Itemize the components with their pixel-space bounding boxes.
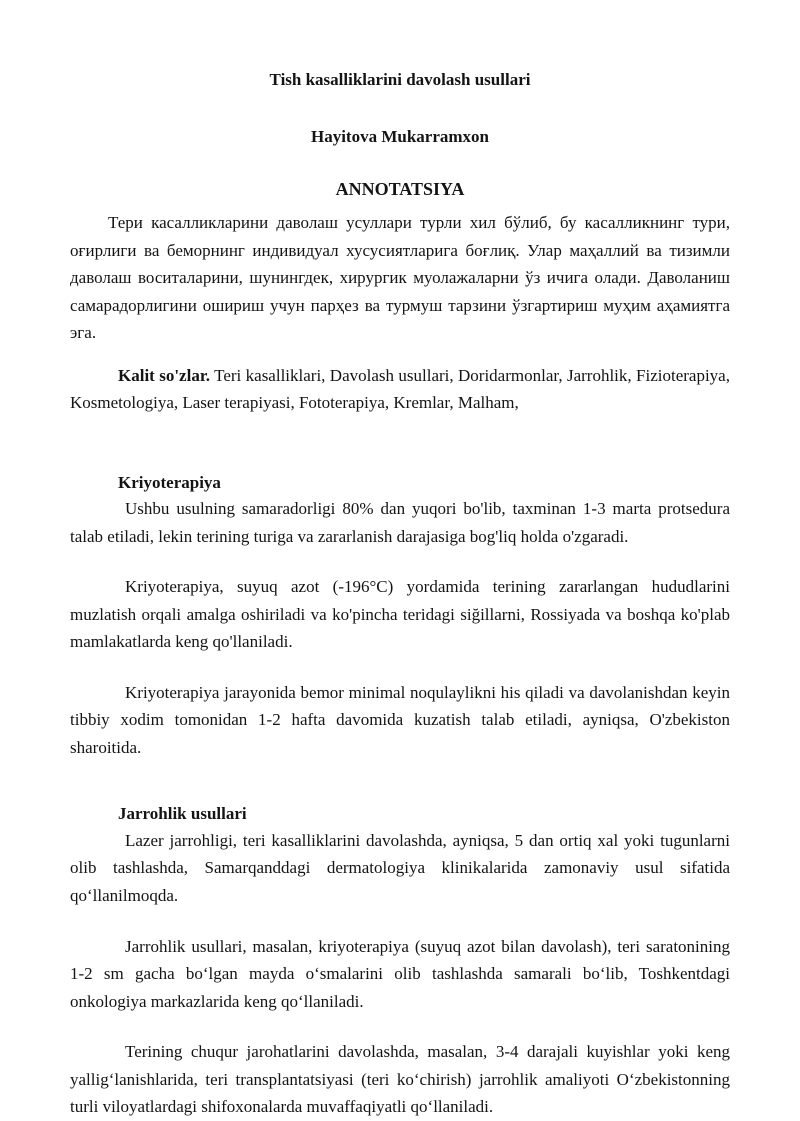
kriyoterapiya-paragraph-1: Ushbu usulning samaradorligi 80% dan yuqori bo'lib, taxminan 1-3 marta protsedura talab etiladi, lekin terining turiga va zararlanish darajasiga bog'liq holda o'zgaradi. [70,499,730,546]
section-kriyoterapiya [70,470,730,762]
jarrohlik-paragraph-3: Terining chuqur jarohatlarini davolashda, masalan, 3-4 darajali kuyishlar yoki keng yalligʻlanishlarida, teri transplantatsiyasi (teri koʻchirish) jarrohlik amaliyoti Oʻzbekistonning turli viloyatlardagi shifoxonalarda muvaffaqiyatli qoʻllaniladi. [70,1042,730,1117]
document-author: Hayitova Mukarramxon [310,126,490,146]
section-heading-kriyoterapiya: Kriyoterapiya [118,472,221,492]
kriyoterapiya-paragraph-3: Kriyoterapiya jarayonida bemor minimal noqulaylikni his qiladi va davolanishdan keyin tibbiy xodim tomonidan 1-2 hafta davomida kuzatish talab etiladi, ayniqsa, O'zbekiston sharoitida. [70,682,730,757]
document-title: Tish kasalliklarini davolash usullari [269,70,531,89]
keywords-paragraph [70,362,730,417]
jarrohlik-paragraph-1: Lazer jarrohligi, teri kasalliklarini davolashda, ayniqsa, 5 dan ortiq xal yoki tugunlarni olib tashlashda, Samarqanddagi dermatologiya klinikalarida zamonaviy usul sifatida qoʻllanilmoqda. [70,830,730,906]
section-jarrohlik-usullari [70,801,730,1120]
jarrohlik-paragraph-2: Jarrohlik usullari, masalan, kriyoterapiya (suyuq azot bilan davolash), teri saratonining 1-2 sm gacha boʻlgan mayda oʻsmalarini olib tashlashda samarali boʻlib, Toshkentdagi onkologiya markazlarida keng qoʻllaniladi. [70,936,730,1011]
annotation-heading: ANNOTATSIYA [335,178,465,199]
section-heading-jarrohlik: Jarrohlik usullari [118,804,247,824]
kriyoterapiya-paragraph-2: Kriyoterapiya, suyuq azot (-196°C) yordamida terining zararlangan hududlarini muzlatish orqali amalga oshiriladi va ko'pincha teridagi siğillarni, Rossiyada va boshqa ko'plab mamlakatlarda keng qo'llaniladi. [70,577,730,652]
keywords-text: Teri kasalliklari, Davolash usullari, Doridarmonlar, Jarrohlik, Fizioterapiya, Kosmetologiya, Laser terapiyasi, Fototerapiya, Kremlar, Malham, [70,365,730,413]
annotation-paragraph: Тери касалликларини даволаш усуллари турли хил бўлиб, бу касалликнинг тури, оғирлиги ва беморнинг индивидуал хусусиятларига боғлиқ. Улар маҳаллий ва тизимли даволаш воситаларини, шунингдек, хирургик муолажаларни ўз ичига олади. Даволаниш самарадорлигини ошириш учун парҳез ва турмуш тарзини ўзгартириш муҳим аҳамиятга эга. [70,212,730,343]
keywords-label: Kalit so'zlar. [118,365,211,385]
